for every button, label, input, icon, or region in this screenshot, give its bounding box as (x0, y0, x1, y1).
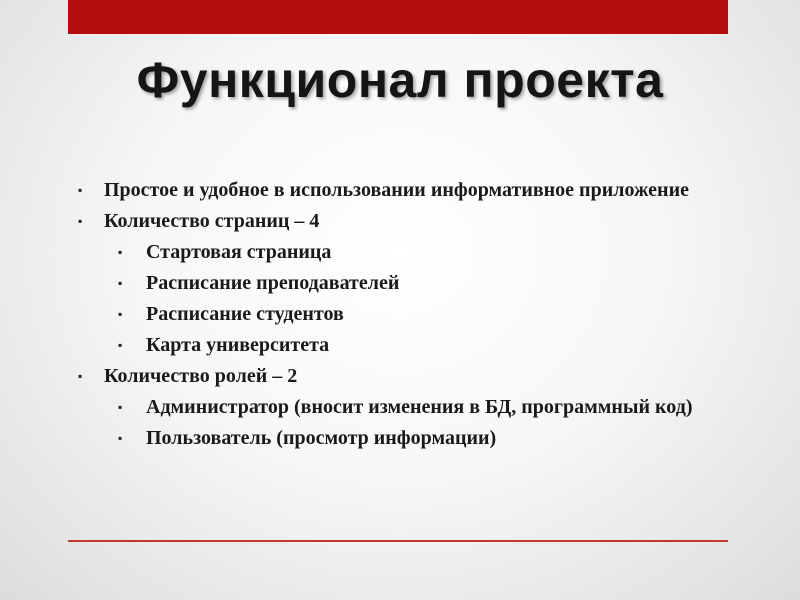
list-subitem-text: Пользователь (просмотр информации) (146, 427, 497, 449)
bullet-icon: ▪ (118, 245, 123, 259)
list-subitem (78, 330, 738, 361)
bullet-icon: ▪ (118, 276, 123, 290)
list-subitem-text: Стартовая страница (146, 241, 332, 263)
list-item-text: Количество ролей – 2 (104, 365, 298, 387)
top-accent-bar (68, 0, 728, 34)
bottom-divider (68, 540, 728, 542)
bullet-icon: ▪ (118, 307, 123, 321)
slide-title: Функционал проекта (136, 52, 664, 108)
bullet-icon: ▪ (118, 400, 123, 414)
list-subitem-text: Расписание студентов (146, 303, 344, 325)
list-subitem (78, 423, 738, 454)
list-item (78, 361, 738, 392)
bullet-icon: ▪ (118, 431, 123, 445)
list-item-text: Простое и удобное в использовании информативное приложение (104, 179, 689, 201)
list-item (78, 175, 738, 206)
list-subitem (78, 237, 738, 268)
list-subitem-text: Администратор (вносит изменения в БД, программный код) (146, 396, 693, 418)
bullet-list (78, 175, 738, 454)
list-subitem (78, 392, 738, 423)
bullet-icon: ▪ (78, 369, 83, 383)
list-item-text: Количество страниц – 4 (104, 210, 320, 232)
list-subitem-text: Карта университета (146, 334, 330, 356)
list-item (78, 206, 738, 237)
bullet-icon: ▪ (78, 183, 83, 197)
list-subitem (78, 268, 738, 299)
list-subitem (78, 299, 738, 330)
list-subitem-text: Расписание преподавателей (146, 272, 400, 294)
bullet-icon: ▪ (118, 338, 123, 352)
bullet-icon: ▪ (78, 214, 83, 228)
